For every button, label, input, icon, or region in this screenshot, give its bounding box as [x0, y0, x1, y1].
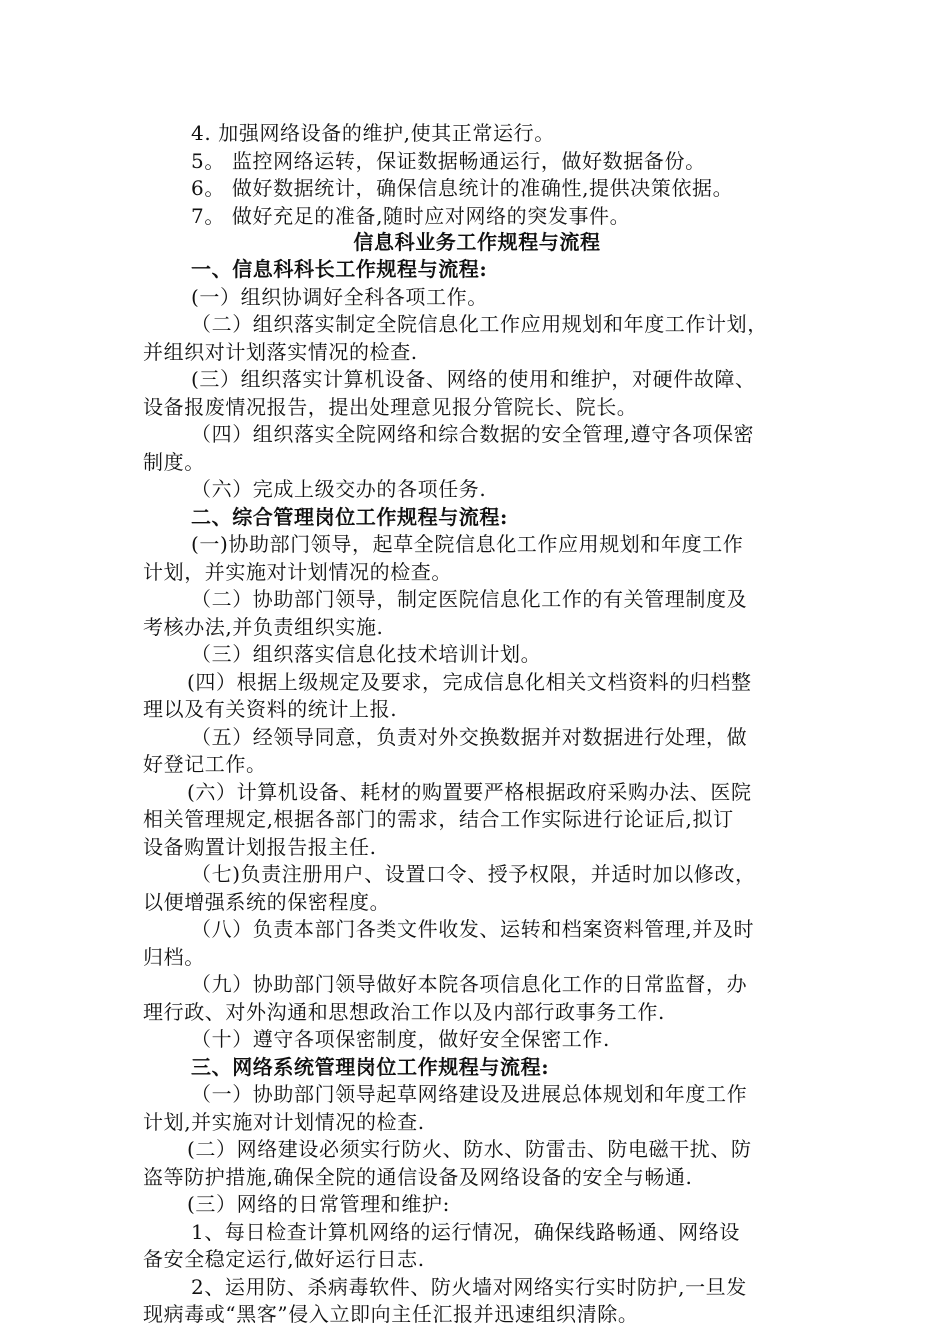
- paragraph-line: (三）组织落实计算机设备、网络的使用和维护，对硬件故障、: [191, 367, 756, 391]
- paragraph-line: （七)负责注册用户、设置口令、授予权限，并适时加以修改，: [191, 862, 756, 886]
- section-heading: 一、信息科科长工作规程与流程:: [191, 257, 488, 281]
- paragraph-line: （三）组织落实信息化技术培训计划。: [191, 642, 542, 666]
- paragraph-line: （一）协助部门领导起草网络建设及进展总体规划和年度工作: [191, 1082, 748, 1106]
- paragraph-line: 理行政、对外沟通和思想政治工作以及内部行政事务工作.: [143, 1000, 665, 1024]
- paragraph-line: 2、运用防、杀病毒软件、防火墙对网络实行实时防护,一旦发: [191, 1275, 747, 1299]
- paragraph-line: (二）网络建设必须实行防火、防水、防雷击、防电磁干扰、防: [187, 1137, 752, 1161]
- paragraph-line: 1、每日检查计算机网络的运行情况，确保线路畅通、网络设: [191, 1220, 740, 1244]
- paragraph-line: (六）计算机设备、耗材的购置要严格根据政府采购办法、医院: [187, 780, 752, 804]
- paragraph-line: （二）协助部门领导，制定医院信息化工作的有关管理制度及: [191, 587, 748, 611]
- paragraph-line: 并组织对计划落实情况的检查.: [143, 340, 418, 364]
- paragraph-line: 设备报废情况报告，提出处理意见报分管院长、院长。: [143, 395, 638, 419]
- paragraph-line: (一)协助部门领导，起草全院信息化工作应用规划和年度工作: [191, 532, 744, 556]
- paragraph-line: (四）根据上级规定及要求，完成信息化相关文档资料的归档整: [187, 670, 752, 694]
- paragraph-line: 相关管理规定,根据各部门的需求，结合工作实际进行论证后,拟订: [143, 807, 734, 831]
- paragraph-line: （八）负责本部门各类文件收发、运转和档案资料管理,并及时: [191, 917, 755, 941]
- document-title: 信息科业务工作规程与流程: [353, 230, 601, 254]
- intro-item: 6。 做好数据统计，确保信息统计的准确性,提供决策依据。: [191, 176, 734, 200]
- paragraph-line: 理以及有关资料的统计上报.: [143, 697, 398, 721]
- paragraph-line: （十）遵守各项保密制度，做好安全保密工作.: [191, 1027, 610, 1051]
- paragraph-line: 备安全稳定运行,做好运行日志.: [143, 1247, 425, 1271]
- paragraph-line: (一）组织协调好全科各项工作。: [191, 285, 488, 309]
- paragraph-line: （五）经领导同意，负责对外交换数据并对数据进行处理，做: [191, 725, 748, 749]
- paragraph-line: （二）组织落实制定全院信息化工作应用规划和年度工作计划，: [191, 312, 768, 336]
- paragraph-line: 设备购置计划报告报主任.: [143, 835, 377, 859]
- intro-item: 4. 加强网络设备的维护,使其正常运行。: [191, 121, 555, 145]
- paragraph-line: 以便增强系统的保密程度。: [143, 890, 391, 914]
- paragraph-line: 好登记工作。: [143, 752, 267, 776]
- paragraph-line: （四）组织落实全院网络和综合数据的安全管理,遵守各项保密: [191, 422, 755, 446]
- paragraph-line: 制度。: [143, 450, 205, 474]
- paragraph-line: 计划，并实施对计划情况的检查。: [143, 560, 452, 584]
- paragraph-line: 归档。: [143, 945, 205, 969]
- paragraph-line: (三）网络的日常管理和维护:: [187, 1192, 450, 1216]
- paragraph-line: 盗等防护措施,确保全院的通信设备及网络设备的安全与畅通.: [143, 1165, 693, 1189]
- intro-item: 5。 监控网络运转，保证数据畅通运行，做好数据备份。: [191, 149, 706, 173]
- paragraph-line: 考核办法,并负责组织实施.: [143, 615, 384, 639]
- paragraph-line: 计划,并实施对计划情况的检查.: [143, 1110, 425, 1134]
- intro-item: 7。 做好充足的准备,随时应对网络的突发事件。: [191, 204, 631, 228]
- paragraph-line: （九）协助部门领导做好本院各项信息化工作的日常监督，办: [191, 972, 748, 996]
- paragraph-line: （六）完成上级交办的各项任务.: [191, 477, 487, 501]
- section-heading: 三、网络系统管理岗位工作规程与流程:: [191, 1055, 550, 1079]
- section-heading: 二、综合管理岗位工作规程与流程:: [191, 505, 508, 529]
- paragraph-line: 现病毒或“黑客”侵入立即向主任汇报并迅速组织清除。: [143, 1302, 639, 1326]
